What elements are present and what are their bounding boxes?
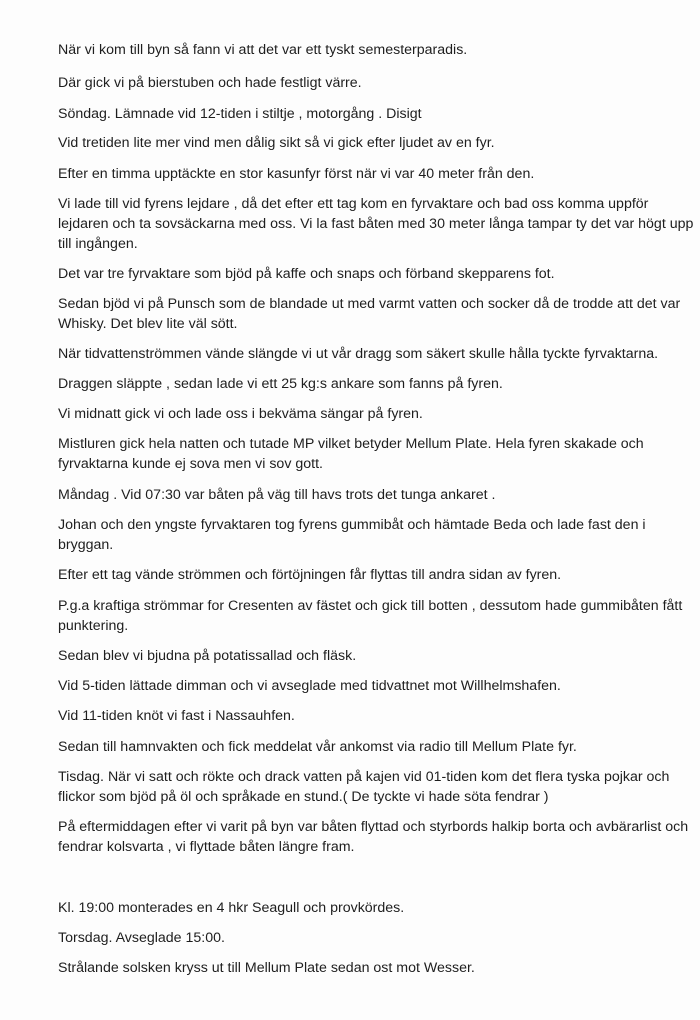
paragraph-22 [58,817,698,857]
paragraph-line: Sedan till hamnvakten och fick meddelat vår ankomst via radio till Mellum Plate fyr. [58,739,577,755]
paragraph-line: Vi midnatt gick vi och lade oss i bekväma sängar på fyren. [58,406,423,422]
paragraph-line: Whisky. Det blev lite väl sött. [58,316,238,332]
paragraph-25 [58,958,698,978]
paragraph-18 [58,676,698,696]
paragraph-19 [58,706,698,726]
paragraph-16 [58,596,698,636]
paragraph-line: punktering. [58,618,129,634]
paragraph-line: Vid 5-tiden lättade dimman och vi avseglade med tidvattnet mot Willhelmshafen. [58,678,561,694]
paragraph-line: Kl. 19:00 monterades en 4 hkr Seagull och provkördes. [58,900,405,916]
paragraph-5 [58,164,698,184]
paragraph-line: Sedan blev vi bjudna på potatissallad och fläsk. [58,648,357,664]
paragraph-line: till ingången. [58,236,138,252]
paragraph-line: Efter en timma upptäckte en stor kasunfyr först när vi var 40 meter från den. [58,166,535,182]
paragraph-line: När tidvattenströmmen vände slängde vi ut vår dragg som säkert skulle hålla tyckte fyrvaktarna. [58,346,659,362]
paragraph-line: När vi kom till byn så fann vi att det var ett tyskt semesterparadis. [58,42,468,58]
paragraph-line: Sedan bjöd vi på Punsch som de blandade ut med varmt vatten och socker då de trodde att det var [58,296,681,312]
paragraph-line: Efter ett tag vände strömmen och förtöjningen får flyttas till andra sidan av fyren. [58,567,562,583]
paragraph-2 [58,73,698,93]
paragraph-6 [58,194,698,254]
paragraph-9 [58,344,698,364]
paragraph-line: Strålande solsken kryss ut till Mellum Plate sedan ost mot Wesser. [58,960,475,976]
paragraph-8 [58,294,698,334]
paragraph-line: Vi lade till vid fyrens lejdare , då det efter ett tag kom en fyrvaktare och bad oss komma uppför [58,196,649,212]
paragraph-line: Draggen släppte , sedan lade vi ett 25 kg:s ankare som fanns på fyren. [58,376,503,392]
paragraph-line: Vid 11-tiden knöt vi fast i Nassauhfen. [58,708,295,724]
paragraph-line: Där gick vi på bierstuben och hade festligt värre. [58,75,362,91]
paragraph-line: Vid tretiden lite mer vind men dålig sikt så vi gick efter ljudet av en fyr. [58,135,495,151]
paragraph-1 [58,40,698,60]
paragraph-line: fyrvaktarna kunde ej sova men vi sov gott. [58,456,323,472]
paragraph-line: Tisdag. När vi satt och rökte och drack vatten på kajen vid 01-tiden kom det flera tyska pojkar och [58,769,670,785]
paragraph-23 [58,898,698,918]
paragraph-line: lejdaren och ta sovsäckarna med oss. Vi la fast båten med 30 meter långa tampar ty det var högt upp [58,216,694,232]
paragraph-line: På eftermiddagen efter vi varit på byn var båten flyttad och styrbords halkip borta och avbärarlist och [58,819,689,835]
paragraph-line: Mistluren gick hela natten och tutade MP vilket betyder Mellum Plate. Hela fyren skakade och [58,436,644,452]
paragraph-7 [58,264,698,284]
paragraph-12 [58,434,698,474]
paragraph-17 [58,646,698,666]
paragraph-line: P.g.a kraftiga strömmar for Cresenten av fästet och gick till botten , dessutom hade gummibåten fått [58,598,683,614]
paragraph-4 [58,133,698,153]
paragraph-10 [58,374,698,394]
paragraph-line: flickor som bjöd på öl och språkade en stund.( De tyckte vi hade söta fendrar ) [58,789,549,805]
paragraph-11 [58,404,698,424]
paragraph-15 [58,565,698,585]
paragraph-line: Torsdag. Avseglade 15:00. [58,930,225,946]
paragraph-24 [58,928,698,948]
paragraph-14 [58,515,698,555]
paragraph-line: Johan och den yngste fyrvaktaren tog fyrens gummibåt och hämtade Beda och lade fast den i [58,517,646,533]
paragraph-line: bryggan. [58,537,114,553]
paragraph-line: Måndag . Vid 07:30 var båten på väg till havs trots det tunga ankaret . [58,487,496,503]
paragraph-21 [58,767,698,807]
paragraph-line: fendrar kolsvarta , vi flyttade båten längre fram. [58,839,355,855]
paragraph-13 [58,485,698,505]
paragraph-3 [58,104,698,124]
paragraph-line: Det var tre fyrvaktare som bjöd på kaffe och snaps och förband skepparens fot. [58,266,555,282]
paragraph-line: Söndag. Lämnade vid 12-tiden i stiltje , motorgång . Disigt [58,106,422,122]
paragraph-20 [58,737,698,757]
